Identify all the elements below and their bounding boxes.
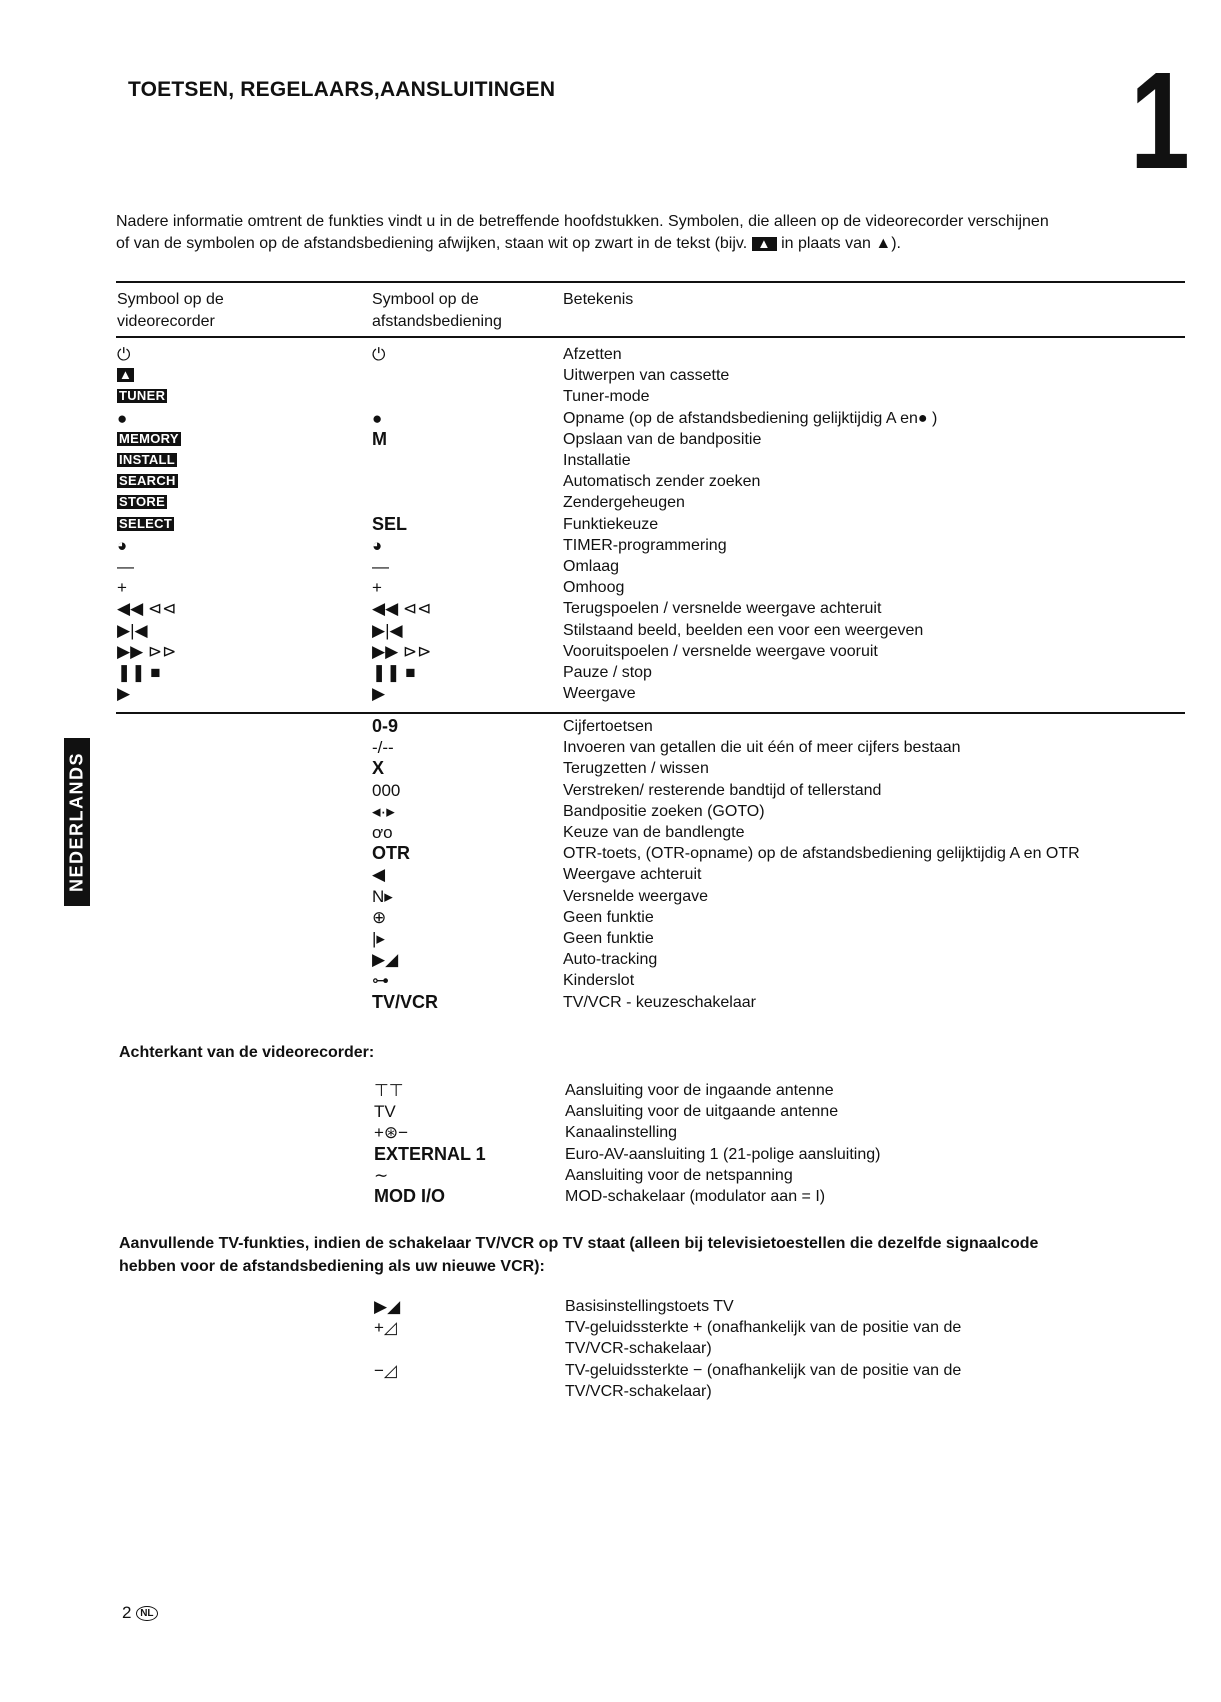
remote-symbol: OTR bbox=[372, 843, 410, 864]
table-row bbox=[0, 598, 1221, 619]
table-row bbox=[0, 1101, 1221, 1122]
meaning: Geen funktie bbox=[563, 908, 654, 926]
meaning: Zendergeheugen bbox=[563, 494, 685, 512]
table-row bbox=[0, 737, 1221, 758]
remote-symbol: ▶ bbox=[372, 684, 386, 704]
tv-key-symbol: −◿ bbox=[374, 1361, 398, 1380]
meaning: Verstreken/ resterende bandtijd of tellerstand bbox=[563, 781, 882, 799]
remote-symbol: ⊕ bbox=[372, 907, 387, 927]
remote-symbol: N▸ bbox=[372, 886, 393, 906]
table-row bbox=[0, 471, 1221, 492]
remote-symbol: ❚❚ ■ bbox=[372, 663, 416, 682]
vcr-symbol: TUNER bbox=[119, 388, 166, 404]
meaning: Invoeren van getallen die uit één of meer cijfers bestaan bbox=[563, 739, 961, 757]
table-row bbox=[0, 992, 1221, 1013]
table-row bbox=[0, 864, 1221, 885]
page-number: 2 NL bbox=[122, 1603, 158, 1623]
vcr-symbol: — bbox=[117, 557, 134, 576]
tv-key-symbol: +◿ bbox=[374, 1318, 398, 1337]
table-row bbox=[0, 514, 1221, 535]
intro-paragraph bbox=[116, 211, 1186, 255]
vcr-symbol: STORE bbox=[119, 494, 166, 510]
vcr-symbol: ◀◀ ⊲⊲ bbox=[117, 599, 177, 619]
remote-symbol: — bbox=[372, 557, 389, 576]
meaning: Tuner-mode bbox=[563, 388, 650, 406]
meaning: Funktiekeuze bbox=[563, 515, 659, 533]
meaning: TV/VCR - keuzeschakelaar bbox=[563, 993, 756, 1011]
connector-symbol: TV bbox=[374, 1102, 396, 1122]
remote-symbol: ơo bbox=[372, 823, 393, 842]
eject-inverse-icon: ▲ bbox=[753, 236, 775, 251]
tv-functions-title: Aanvullende TV-funkties, indien de schakelaar TV/VCR op TV staat (alleen bij televisietoestellen die dezelfde signaalcode hebben voor de afstandsbediening als uw nieuwe VCR): bbox=[119, 1235, 1039, 1275]
language-badge: NL bbox=[136, 1606, 157, 1621]
meaning: Weergave bbox=[563, 685, 636, 703]
meaning: Cijfertoetsen bbox=[563, 718, 653, 735]
language-tab: NEDERLANDS bbox=[64, 738, 90, 906]
remote-symbol: ▶▶ ⊳⊳ bbox=[372, 641, 432, 661]
meaning: Weergave achteruit bbox=[563, 866, 702, 884]
table-row bbox=[0, 641, 1221, 662]
meaning: Kinderslot bbox=[563, 972, 635, 990]
vcr-symbol: INSTALL bbox=[119, 452, 176, 467]
table-row bbox=[0, 386, 1221, 407]
remote-symbol: ▶|◀ bbox=[372, 620, 403, 640]
meaning: Aansluiting voor de uitgaande antenne bbox=[565, 1103, 839, 1121]
table-row bbox=[0, 886, 1221, 907]
table-row bbox=[0, 758, 1221, 779]
meaning: Versnelde weergave bbox=[563, 887, 708, 905]
table-row bbox=[0, 1144, 1221, 1165]
table-row bbox=[0, 620, 1221, 641]
table-row bbox=[0, 928, 1221, 949]
meaning: MOD-schakelaar (modulator aan = I) bbox=[565, 1188, 826, 1205]
remote-symbol: ◀◀ ⊲⊲ bbox=[372, 599, 432, 619]
vcr-symbol: ▲ bbox=[119, 367, 133, 383]
vcr-symbol: ⏻ bbox=[117, 345, 131, 364]
vcr-symbol: + bbox=[117, 578, 127, 598]
table-header-meaning: Betekenis bbox=[563, 291, 634, 308]
table-row bbox=[0, 535, 1221, 556]
remote-symbol: ⏻ bbox=[372, 345, 386, 364]
meaning: Euro-AV-aansluiting 1 (21-polige aansluiting) bbox=[565, 1145, 881, 1163]
meaning: Basisinstellingstoets TV bbox=[565, 1298, 734, 1315]
remote-symbol: M bbox=[372, 428, 387, 449]
meaning: TIMER-programmering bbox=[563, 536, 727, 554]
table-row bbox=[0, 344, 1221, 365]
remote-symbol: TV/VCR bbox=[372, 991, 439, 1012]
intro-line-2: of van de symbolen op de afstandsbediening afwijken, staan wit op zwart in de tekst (bijv. ▲ in plaats van ▲). bbox=[116, 235, 901, 252]
remote-symbol: ◂·▸ bbox=[372, 801, 395, 821]
meaning: OTR-toets, (OTR-opname) op de afstandsbediening gelijktijdig A en OTR bbox=[563, 845, 1080, 863]
remote-symbol: SEL bbox=[372, 513, 408, 534]
eject-icon: ▲ bbox=[875, 235, 892, 252]
vcr-symbol: SELECT bbox=[119, 515, 173, 531]
meaning: Keuze van de bandlengte bbox=[563, 824, 745, 841]
table-row bbox=[0, 450, 1221, 471]
table-row bbox=[0, 716, 1221, 737]
vcr-symbol: ◕ bbox=[117, 535, 128, 555]
meaning: Installatie bbox=[563, 452, 631, 469]
remote-symbol: ● bbox=[372, 408, 383, 428]
table-row bbox=[0, 662, 1221, 683]
remote-symbol: ▶◢ bbox=[372, 950, 399, 970]
remote-symbol: |▸ bbox=[372, 929, 385, 948]
table-row bbox=[0, 577, 1221, 598]
connector-symbol: +⊛− bbox=[374, 1123, 409, 1143]
connector-symbol: EXTERNAL 1 bbox=[374, 1143, 486, 1164]
remote-symbol: ◀ bbox=[372, 865, 386, 885]
divider bbox=[116, 281, 1185, 283]
table-row bbox=[0, 1360, 1221, 1404]
intro-line-1: Nadere informatie omtrent de funkties vindt u in de betreffende hoofdstukken. Symbolen, die alleen op de videorecorder verschijnen bbox=[116, 213, 1049, 230]
connector-symbol: ⊤⊤ bbox=[374, 1081, 404, 1100]
table-row bbox=[0, 556, 1221, 577]
meaning: Automatisch zender zoeken bbox=[563, 473, 761, 491]
meaning: Opslaan van de bandpositie bbox=[563, 430, 762, 448]
vcr-symbol: SEARCH bbox=[119, 473, 176, 489]
page-title: TOETSEN, REGELAARS,AANSLUITINGEN bbox=[128, 78, 556, 101]
table-header-remote: Symbool op de afstandsbediening bbox=[372, 291, 502, 330]
remote-symbol: -/-- bbox=[372, 738, 394, 758]
vcr-symbol: ❚❚ ■ bbox=[117, 663, 161, 682]
meaning: Omhoog bbox=[563, 579, 625, 597]
remote-symbol: + bbox=[372, 578, 382, 598]
meaning: Geen funktie bbox=[563, 930, 654, 947]
tv-key-symbol: ▶◢ bbox=[374, 1297, 401, 1316]
vcr-symbol: ▶▶ ⊳⊳ bbox=[117, 641, 177, 661]
table-row bbox=[0, 1165, 1221, 1186]
meaning: Afzetten bbox=[563, 346, 622, 363]
remote-symbol: X bbox=[372, 758, 385, 779]
connector-symbol: MOD I/O bbox=[374, 1186, 445, 1206]
table-row bbox=[0, 429, 1221, 450]
meaning: Pauze / stop bbox=[563, 664, 652, 681]
table-row bbox=[0, 907, 1221, 928]
table-row bbox=[0, 492, 1221, 513]
remote-symbol: ⊶ bbox=[372, 971, 389, 991]
meaning: Terugspoelen / versnelde weergave achteruit bbox=[563, 600, 882, 618]
meaning: Uitwerpen van cassette bbox=[563, 367, 730, 385]
table-row bbox=[0, 970, 1221, 991]
meaning: Omlaag bbox=[563, 558, 620, 575]
table-row bbox=[0, 365, 1221, 386]
meaning: Bandpositie zoeken (GOTO) bbox=[563, 802, 765, 820]
table-row bbox=[0, 1186, 1221, 1207]
meaning: Kanaalinstelling bbox=[565, 1124, 678, 1142]
vcr-symbol: ● bbox=[117, 408, 128, 428]
vcr-symbol: ▶ bbox=[117, 684, 131, 704]
table-header-vcr: Symbool op de videorecorder bbox=[117, 291, 224, 330]
table-row bbox=[0, 822, 1221, 843]
table-row bbox=[0, 1080, 1221, 1101]
meaning: TV-geluidssterkte + (onafhankelijk van de positie van de TV/VCR-schakelaar) bbox=[565, 1319, 962, 1357]
meaning: Aansluiting voor de netspanning bbox=[565, 1166, 793, 1184]
meaning: Terugzetten / wissen bbox=[563, 760, 709, 778]
table-row bbox=[0, 780, 1221, 801]
table-row bbox=[0, 1122, 1221, 1143]
table-row bbox=[0, 843, 1221, 864]
vcr-symbol: ▶|◀ bbox=[117, 620, 148, 640]
meaning: Vooruitspoelen / versnelde weergave vooruit bbox=[563, 642, 878, 660]
meaning: Opname (op de afstandsbediening gelijktijdig A en● ) bbox=[563, 409, 938, 427]
meaning: Auto-tracking bbox=[563, 951, 658, 969]
connector-symbol: ∼ bbox=[374, 1165, 389, 1185]
table-row bbox=[0, 408, 1221, 429]
remote-symbol: 000 bbox=[372, 780, 401, 800]
back-panel-title: Achterkant van de videorecorder: bbox=[119, 1044, 375, 1061]
vcr-symbol: MEMORY bbox=[119, 430, 179, 446]
remote-symbol: ◕ bbox=[372, 535, 383, 555]
divider bbox=[116, 336, 1185, 338]
divider bbox=[116, 712, 1185, 714]
chapter-number: 1 bbox=[1130, 44, 1190, 198]
remote-symbol: 0-9 bbox=[372, 716, 399, 736]
meaning: Stilstaand beeld, beelden een voor een weergeven bbox=[563, 621, 924, 639]
meaning: TV-geluidssterkte − (onafhankelijk van de positie van de TV/VCR-schakelaar) bbox=[565, 1362, 962, 1400]
table-row bbox=[0, 949, 1221, 970]
table-row bbox=[0, 683, 1221, 704]
table-row bbox=[0, 801, 1221, 822]
table-row bbox=[0, 1317, 1221, 1361]
meaning: Aansluiting voor de ingaande antenne bbox=[565, 1082, 834, 1099]
